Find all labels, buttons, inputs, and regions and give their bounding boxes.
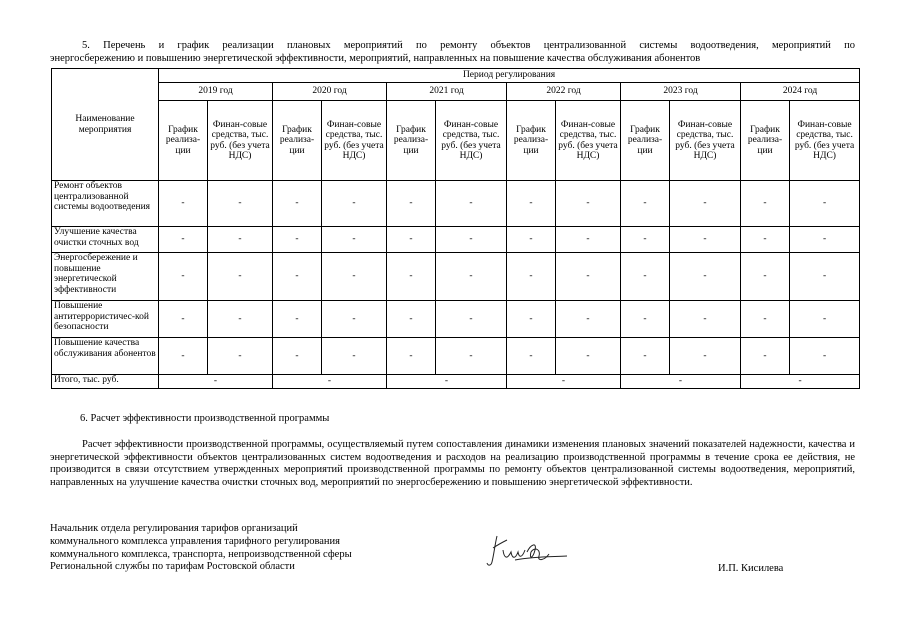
finance-subheader: Финан-совые средства, тыс. руб. (без учета НДС) — [208, 101, 273, 181]
position-line: коммунального комплекса управления тарифного регулирования — [50, 535, 340, 547]
table-cell: - — [621, 338, 670, 375]
activity-name: Ремонт объектов централизованной системы водоотведения — [52, 181, 159, 227]
section-5-line-1: 5. Перечень и график реализации плановых мероприятий по ремонту объектов централизованной системы водоотведения, мероприятий по — [82, 40, 855, 51]
finance-subheader: Финан-совые средства, тыс. руб. (без учета НДС) — [670, 101, 741, 181]
activity-name: Повышение качества обслуживания абонентов — [52, 338, 159, 375]
total-cell: - — [621, 375, 741, 389]
table-cell: - — [387, 181, 436, 227]
year-header: 2019 год — [159, 83, 273, 101]
schedule-subheader: График реализа-ции — [273, 101, 322, 181]
signatory-position — [50, 523, 410, 574]
table-cell: - — [790, 227, 860, 253]
table-cell: - — [790, 301, 860, 338]
total-label: Итого, тыс. руб. — [52, 375, 159, 389]
total-cell: - — [387, 375, 507, 389]
year-header: 2021 год — [387, 83, 507, 101]
total-cell: - — [507, 375, 621, 389]
year-header: 2020 год — [273, 83, 387, 101]
table-cell: - — [273, 301, 322, 338]
table-cell: - — [670, 253, 741, 301]
table-cell: - — [208, 181, 273, 227]
table-row — [52, 338, 860, 375]
total-row — [52, 375, 860, 389]
table-cell: - — [208, 301, 273, 338]
table-cell: - — [507, 301, 556, 338]
table-cell: - — [741, 338, 790, 375]
table-cell: - — [387, 253, 436, 301]
table-cell: - — [670, 181, 741, 227]
table-cell: - — [322, 253, 387, 301]
table-cell: - — [741, 301, 790, 338]
table-cell: - — [322, 181, 387, 227]
schedule-subheader: График реализа-ции — [621, 101, 670, 181]
handwritten-signature — [485, 530, 575, 572]
table-cell: - — [322, 227, 387, 253]
table-cell: - — [387, 227, 436, 253]
table-cell: - — [670, 227, 741, 253]
table-cell: - — [273, 338, 322, 375]
table-cell: - — [159, 338, 208, 375]
table-row — [52, 181, 860, 227]
schedule-subheader: График реализа-ции — [507, 101, 556, 181]
table-cell: - — [436, 227, 507, 253]
table-cell: - — [436, 301, 507, 338]
finance-subheader: Финан-совые средства, тыс. руб. (без учета НДС) — [556, 101, 621, 181]
table-cell: - — [621, 227, 670, 253]
position-line: коммунального комплекса, транспорта, непроизводственной сферы — [50, 548, 352, 560]
finance-subheader: Финан-совые средства, тыс. руб. (без учета НДС) — [322, 101, 387, 181]
table-cell: - — [670, 338, 741, 375]
table-cell: - — [273, 227, 322, 253]
table-cell: - — [556, 227, 621, 253]
finance-subheader: Финан-совые средства, тыс. руб. (без учета НДС) — [436, 101, 507, 181]
total-cell: - — [741, 375, 860, 389]
table-cell: - — [556, 338, 621, 375]
table-cell: - — [790, 253, 860, 301]
table-cell: - — [556, 253, 621, 301]
plan-table — [51, 68, 860, 389]
table-row — [52, 301, 860, 338]
table-cell: - — [322, 338, 387, 375]
position-line: Начальник отдела регулирования тарифов организаций — [50, 523, 298, 534]
table-cell: - — [387, 301, 436, 338]
section-6-body-text: Расчет эффективности производственной программы, осуществляемый путем сопоставления динамики изменения плановых значений показателей надежности, качества и энергетической эффективности объектов централизованных систем водоотведения и расходов на реализацию производственной программы в течение срока ее действия, не производится в связи отсутствием утвержденных мероприятий производственной программы по ремонту объектов централизованной системы водоотведения, мероприятий, направленных на улучшение качества очистки сточных вод, мероприятий по энергосбережению и повышению энергетической эффективности. — [50, 439, 855, 488]
table-cell: - — [790, 338, 860, 375]
activity-name: Улучшение качества очистки сточных вод — [52, 227, 159, 253]
section-6-body — [50, 439, 855, 489]
table-cell: - — [436, 253, 507, 301]
table-cell: - — [273, 181, 322, 227]
activity-name: Энергосбережение и повышение энергетической эффективности — [52, 253, 159, 301]
table-cell: - — [621, 253, 670, 301]
signatory-name: И.П. Кисилева — [718, 563, 784, 574]
total-cell: - — [273, 375, 387, 389]
position-line: Региональной службы по тарифам Ростовской области — [50, 561, 295, 573]
table-cell: - — [621, 301, 670, 338]
table-cell: - — [159, 253, 208, 301]
section-6-title: 6. Расчет эффективности производственной программы — [80, 413, 330, 424]
section-5-heading — [50, 40, 855, 65]
year-header: 2023 год — [621, 83, 741, 101]
table-cell: - — [670, 301, 741, 338]
finance-subheader: Финан-совые средства, тыс. руб. (без учета НДС) — [790, 101, 860, 181]
table-cell: - — [159, 301, 208, 338]
table-cell: - — [507, 338, 556, 375]
year-header: 2024 год — [741, 83, 860, 101]
name-column-header: Наименование мероприятия — [52, 69, 159, 181]
table-cell: - — [436, 338, 507, 375]
table-row — [52, 253, 860, 301]
table-cell: - — [507, 181, 556, 227]
table-cell: - — [741, 253, 790, 301]
table-cell: - — [436, 181, 507, 227]
year-header: 2022 год — [507, 83, 621, 101]
period-header: Период регулирования — [159, 69, 860, 83]
section-5-line-2: энергосбережению и повышению энергетической эффективности, мероприятий, направленных на повышение качества обслуживания абонентов — [50, 52, 701, 64]
table-cell: - — [208, 227, 273, 253]
table-cell: - — [159, 181, 208, 227]
schedule-subheader: График реализа-ции — [159, 101, 208, 181]
table-cell: - — [208, 338, 273, 375]
activity-name: Повышение антитеррористичес-кой безопасности — [52, 301, 159, 338]
total-cell: - — [159, 375, 273, 389]
table-cell: - — [208, 253, 273, 301]
table-cell: - — [556, 301, 621, 338]
table-cell: - — [621, 181, 670, 227]
table-cell: - — [741, 227, 790, 253]
table-cell: - — [322, 301, 387, 338]
table-cell: - — [741, 181, 790, 227]
table-cell: - — [507, 253, 556, 301]
table-row — [52, 227, 860, 253]
table-cell: - — [556, 181, 621, 227]
table-cell: - — [790, 181, 860, 227]
table-cell: - — [507, 227, 556, 253]
table-cell: - — [387, 338, 436, 375]
table-cell: - — [273, 253, 322, 301]
table-cell: - — [159, 227, 208, 253]
schedule-subheader: График реализа-ции — [741, 101, 790, 181]
schedule-subheader: График реализа-ции — [387, 101, 436, 181]
